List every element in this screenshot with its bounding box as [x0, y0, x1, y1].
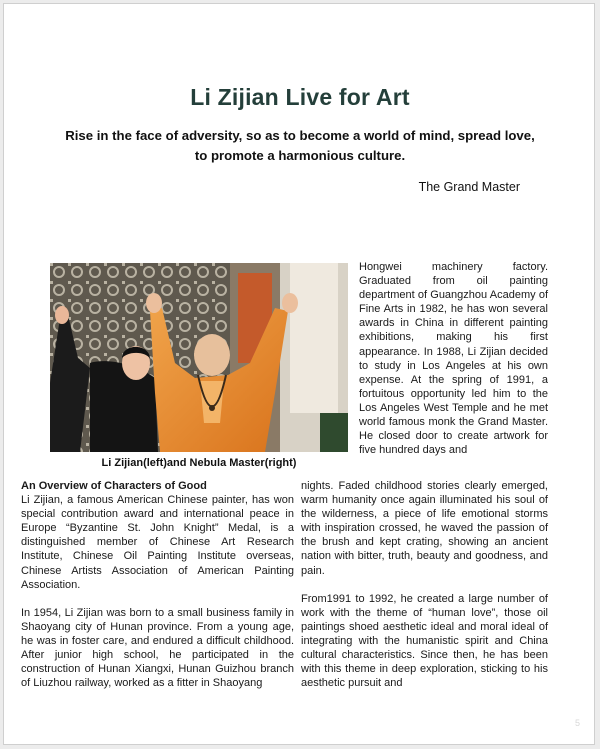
article-subtitle: Rise in the face of adversity, so as to become a world of mind, spread love, to promote a harmonious culture. [65, 128, 535, 163]
page-number: 5 [574, 718, 580, 728]
article-title: Li Zijian Live for Art [190, 84, 410, 110]
left-paragraph-2: In 1954, Li Zijian was born to a small business family in Shaoyang city of Hunan province. From a young age, he was in foster care, and endured a difficult childhood. After junior high school, he participated in the construction of Hunan Xiangxi, Hunan Guizhou branch of Liuzhou railway, worked as a fitter in Shaoyang [21, 606, 294, 690]
right-column-lower [301, 479, 548, 690]
left-paragraph-1: Li Zijian, a famous American Chinese painter, has won special contribution award and international peace in Europe “Byzantine St. John Knight” Medal, is a distinguished member of Chinese Art Research Institute, Chinese Oil Painting Institute overseas, Chinese Artists Association of American Painting Association. [21, 494, 294, 591]
right-paragraph-2: From1991 to 1992, he created a large number of work with the theme of “human love”, those oil paintings shoed aesthetic ideal and moral ideal of integrating with the humanistic spirit and China cultural characteristics. Since then, he has been with this theme in deep exploration, sticking to his aesthetic pursuit and [301, 592, 548, 690]
left-column-lower [21, 479, 294, 690]
quote-attribution: The Grand Master [418, 180, 520, 194]
right-column-top-paragraph: Hongwei machinery factory. Graduated from oil painting department of Guangzhou Academy of Fine Arts in 1982, he has won several awards in China in different painting exhibitions, making his first appearance. In 1988, Li Zijian decided to study in Los Angeles at his own expense. At the spring of 1991, a fortuitous opportunity led him to the Los Angeles West Temple and he met world famous monk the Grand Master. He closed door to create artwork for five hundred days and [359, 261, 548, 457]
right-column-top-text [359, 260, 548, 457]
section-heading: An Overview of Characters of Good [21, 480, 207, 492]
magazine-page [3, 3, 595, 745]
right-paragraph-1: nights. Faded childhood stories clearly emerged, warm humanity once again illuminated his soul of the wilderness, a piece of life emotional storms with inspiration crossed, he waved the passion of the brush and kept crating, showing an ancient nation with bitter, truth, beauty and goodness, and pain. [301, 480, 548, 577]
photo-illustration [50, 263, 348, 452]
photo-caption: Li Zijian(left)and Nebula Master(right) [101, 457, 297, 469]
photo-li-zijian-and-master [50, 263, 348, 452]
